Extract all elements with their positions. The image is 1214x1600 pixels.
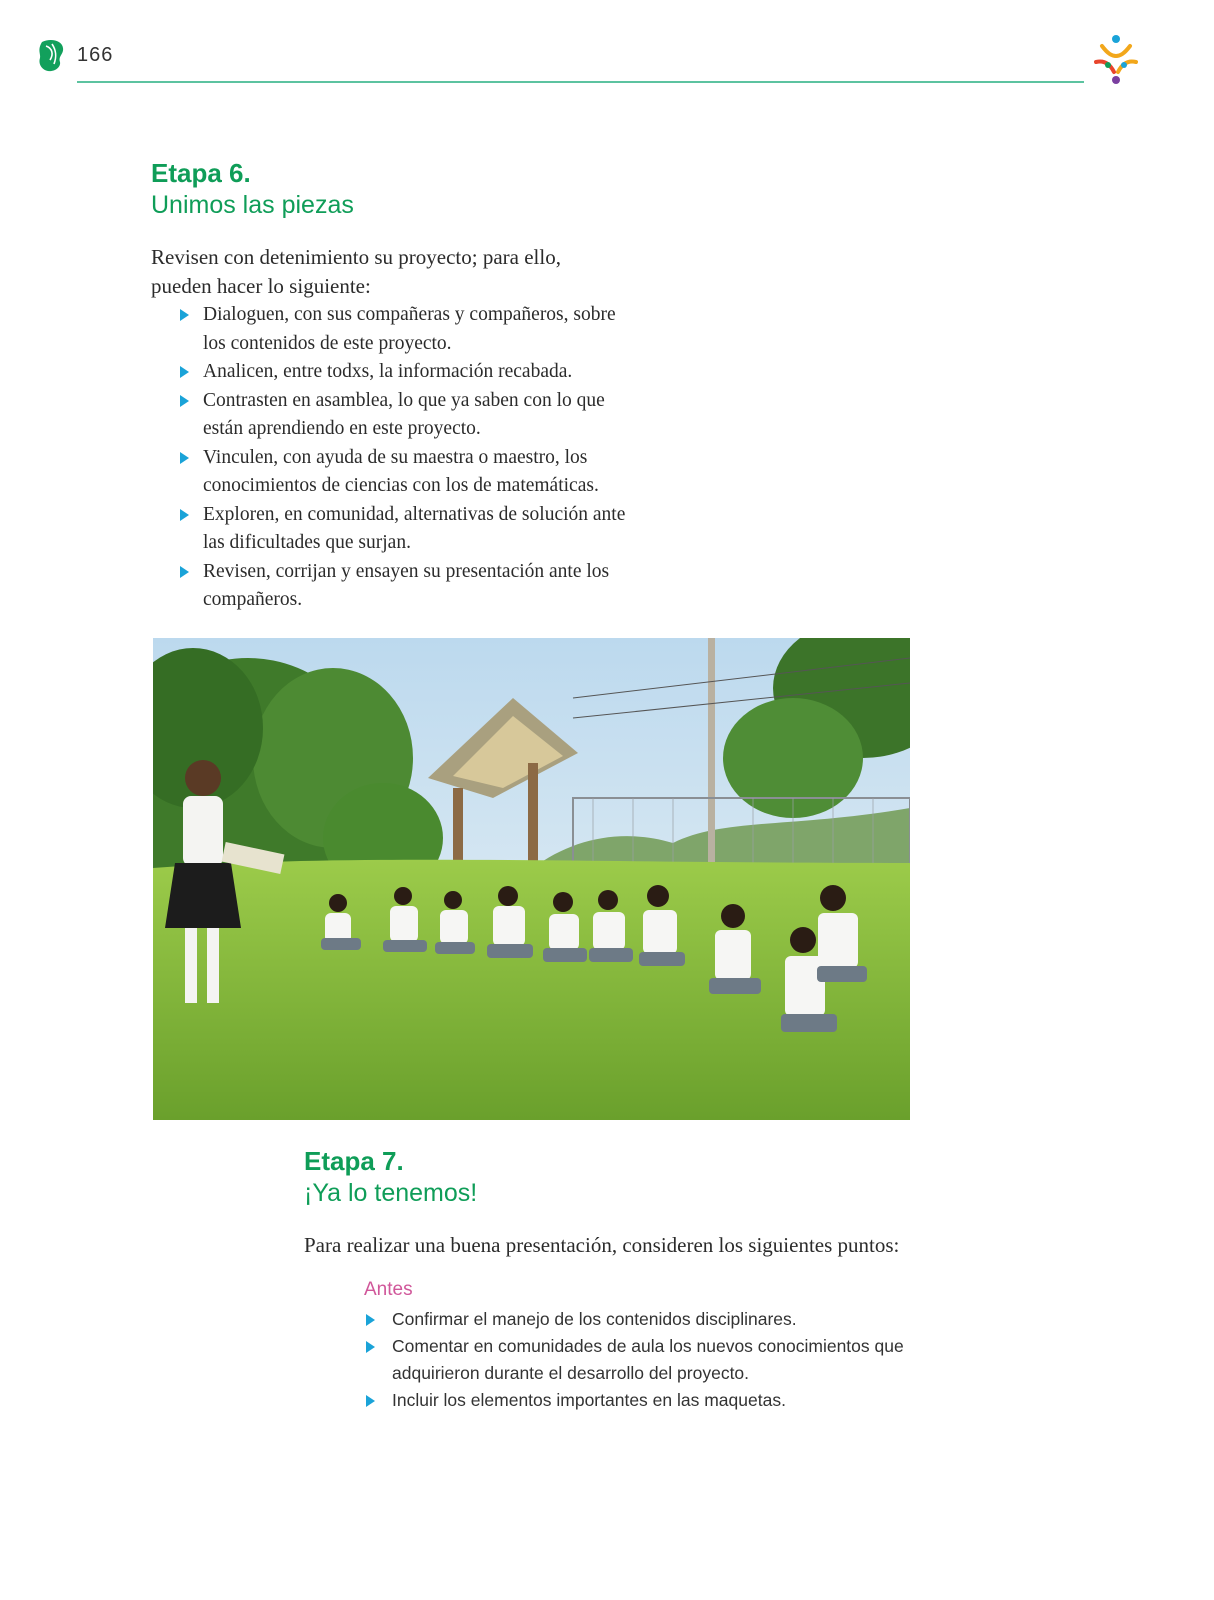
stage6-title: Unimos las piezas bbox=[151, 191, 354, 219]
colorful-figures-emblem-icon bbox=[1088, 32, 1144, 88]
triangle-bullet-icon bbox=[366, 1395, 375, 1407]
stage6-activity-list bbox=[178, 301, 638, 615]
list-item-text: Contrasten en asamblea, lo que ya saben con lo que están aprendiendo en este proyecto. bbox=[203, 389, 605, 439]
list-item bbox=[178, 387, 638, 444]
list-item-text: Revisen, corrijan y ensayen su presentación ante los compañeros. bbox=[203, 560, 610, 610]
list-item-text: Vinculen, con ayuda de su maestra o maestro, los conocimientos de ciencias con los de matemáticas. bbox=[203, 446, 599, 496]
list-item-text: Confirmar el manejo de los contenidos disciplinares. bbox=[392, 1309, 797, 1329]
list-item-text: Incluir los elementos importantes en las maquetas. bbox=[392, 1390, 786, 1410]
triangle-bullet-icon bbox=[180, 566, 189, 578]
stage7-number: Etapa 7. bbox=[304, 1146, 404, 1176]
list-item bbox=[178, 358, 638, 387]
list-item bbox=[178, 501, 638, 558]
list-item bbox=[178, 444, 638, 501]
triangle-bullet-icon bbox=[180, 309, 189, 321]
students-outdoor-photo bbox=[153, 638, 910, 1120]
triangle-bullet-icon bbox=[180, 452, 189, 464]
header-rule bbox=[77, 81, 1084, 83]
list-item bbox=[364, 1333, 924, 1387]
stage6-number: Etapa 6. bbox=[151, 158, 251, 188]
triangle-bullet-icon bbox=[366, 1341, 375, 1353]
list-item-text: Analicen, entre todxs, la información recabada. bbox=[203, 361, 573, 382]
subsection-label-antes: Antes bbox=[364, 1279, 413, 1300]
list-item-text: Comentar en comunidades de aula los nuevos conocimientos que adquirieron durante el desarrollo del proyecto. bbox=[392, 1336, 904, 1383]
list-item bbox=[178, 301, 638, 358]
list-item bbox=[364, 1387, 924, 1414]
list-item bbox=[178, 558, 638, 615]
triangle-bullet-icon bbox=[180, 395, 189, 407]
stage7-intro: Para realizar una buena presentación, consideren los siguientes puntos: bbox=[304, 1233, 900, 1257]
triangle-bullet-icon bbox=[366, 1314, 375, 1326]
page-number: 166 bbox=[77, 44, 114, 66]
stage6-intro: Revisen con detenimiento su proyecto; para ello, pueden hacer lo siguiente: bbox=[151, 245, 561, 298]
list-item-text: Exploren, en comunidad, alternativas de solución ante las dificultades que surjan. bbox=[203, 503, 626, 553]
green-leaf-logo-icon bbox=[36, 38, 66, 74]
stage7-checklist bbox=[364, 1306, 924, 1414]
triangle-bullet-icon bbox=[180, 509, 189, 521]
list-item-text: Dialoguen, con sus compañeras y compañeros, sobre los contenidos de este proyecto. bbox=[203, 304, 616, 354]
triangle-bullet-icon bbox=[180, 366, 189, 378]
list-item bbox=[364, 1306, 924, 1333]
stage7-title: ¡Ya lo tenemos! bbox=[304, 1179, 478, 1207]
